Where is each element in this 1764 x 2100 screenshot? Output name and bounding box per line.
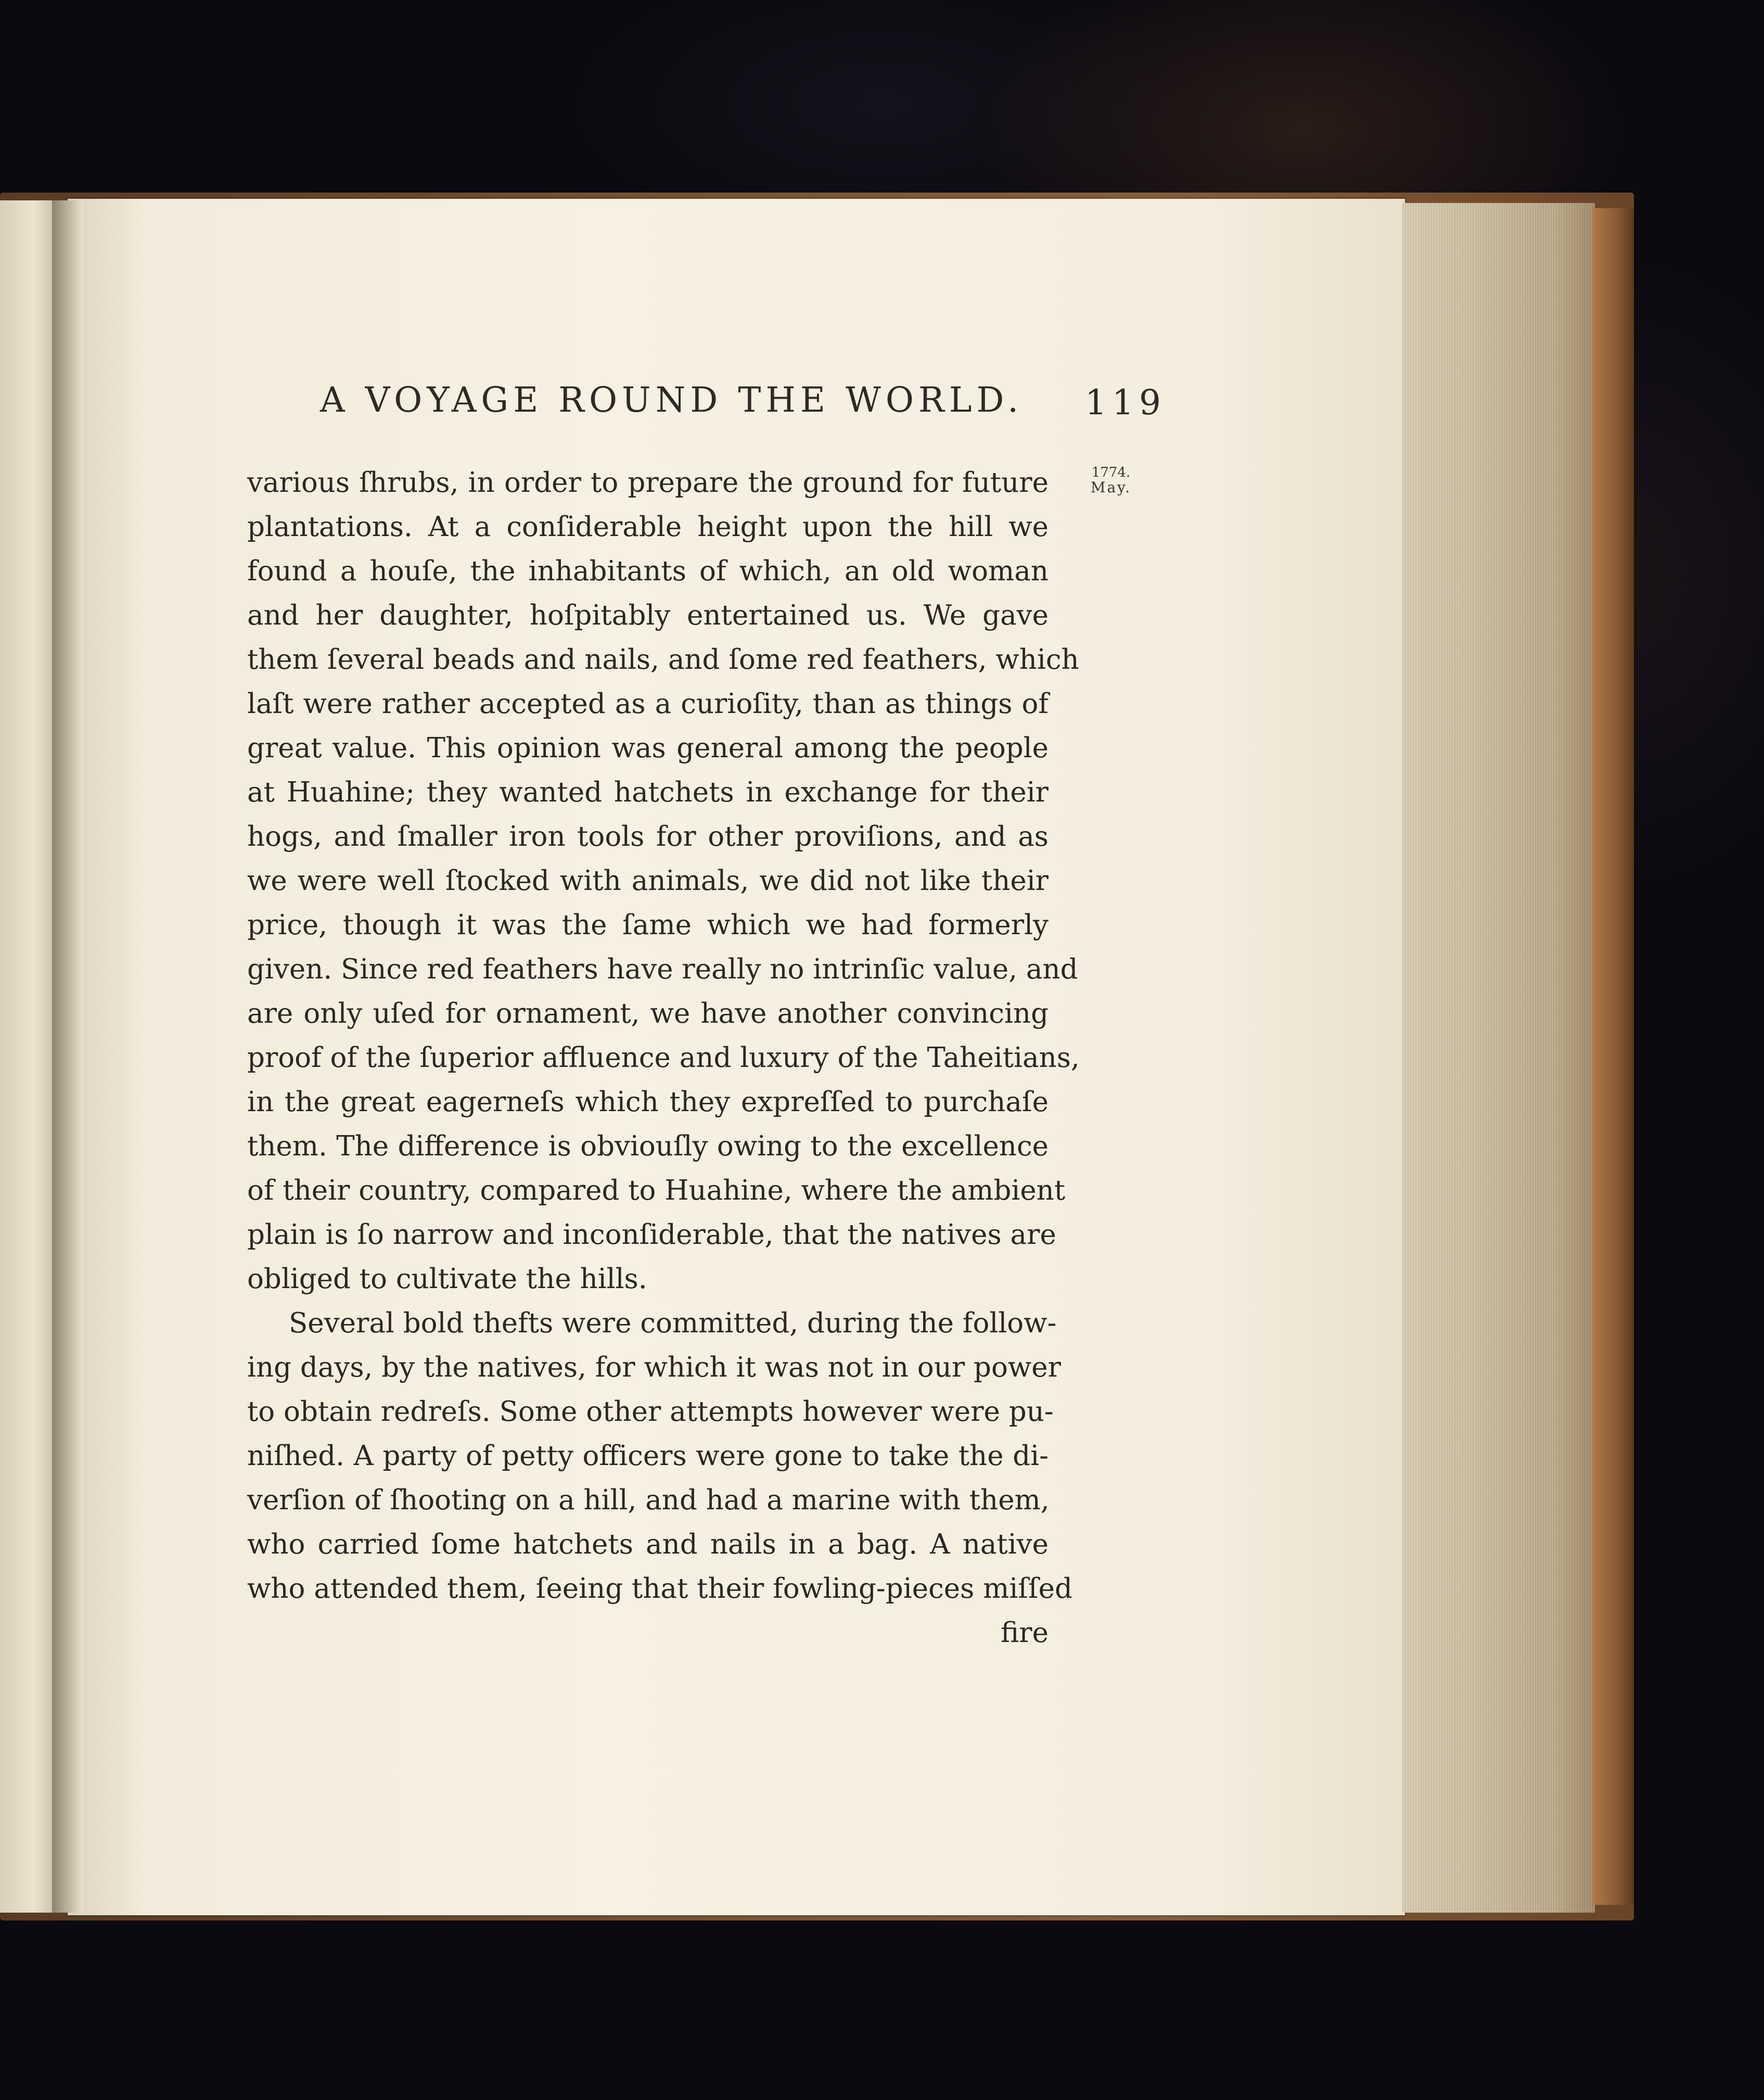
text-line: laſt were rather accepted as a curioſity, than as things of <box>247 688 1049 720</box>
book-gutter <box>52 200 83 1913</box>
text-line: at Huahine; they wanted hatchets in exchange for their <box>247 777 1049 808</box>
text-line: and her daughter, hoſpitably entertained us. We gave <box>247 600 1049 631</box>
margin-note-month: May. <box>1090 479 1132 497</box>
page-block-edge <box>1402 203 1595 1913</box>
text-line: who attended them, ſeeing that their fowling-pieces miſſed <box>247 1573 1072 1605</box>
text-line: of their country, compared to Huahine, where the ambient <box>247 1175 1066 1206</box>
margin-note <box>1077 466 1145 495</box>
text-line: proof of the ſuperior affluence and luxury of the Taheitians, <box>247 1042 1080 1074</box>
text-line: plantations. At a conſiderable height upon the hill we <box>247 511 1049 543</box>
text-line: to obtain redreſs. Some other attempts however were pu- <box>247 1396 1054 1428</box>
text-line: Several bold thefts were committed, during the follow- <box>289 1307 1057 1339</box>
cover-board-edge <box>1592 208 1634 1905</box>
text-line: found a houſe, the inhabitants of which, an old woman <box>247 555 1049 587</box>
text-line: ing days, by the natives, for which it was not in our power <box>247 1352 1061 1383</box>
text-line: niſhed. A party of petty officers were gone to take the di- <box>247 1440 1049 1472</box>
text-line: them ſeveral beads and nails, and ſome red feathers, which <box>247 644 1079 676</box>
text-line: them. The difference is obviouſly owing to the excellence <box>247 1130 1049 1162</box>
text-line: in the great eagerneſs which they expreſſed to purchaſe <box>247 1086 1049 1118</box>
catchword: fire <box>1000 1617 1049 1649</box>
text-line: great value. This opinion was general among the people <box>247 732 1049 764</box>
page-number: 119 <box>1085 383 1166 423</box>
body-text <box>247 461 1080 1655</box>
running-head: A VOYAGE ROUND THE WORLD. <box>320 380 1024 420</box>
text-line: hogs, and ſmaller iron tools for other proviſions, and as <box>247 821 1049 852</box>
text-line: we were well ſtocked with animals, we did not like their <box>247 865 1049 897</box>
text-line: who carried ſome hatchets and nails in a bag. A native <box>247 1529 1049 1560</box>
text-line: price, though it was the ſame which we had formerly <box>247 909 1049 941</box>
text-line: given. Since red feathers have really no intrinſic value, and <box>247 953 1078 985</box>
left-page-edge <box>0 200 57 1913</box>
text-line: verſion of ſhooting on a hill, and had a marine with them, <box>247 1484 1050 1516</box>
margin-note-year: 1774. <box>1091 465 1131 480</box>
text-line: various ſhrubs, in order to prepare the ground for future <box>247 467 1049 499</box>
text-line: obliged to cultivate the hills. <box>247 1263 647 1295</box>
text-line: plain is ſo narrow and inconſiderable, that the natives are <box>247 1219 1056 1251</box>
text-line: are only uſed for ornament, we have another convincing <box>247 998 1049 1029</box>
